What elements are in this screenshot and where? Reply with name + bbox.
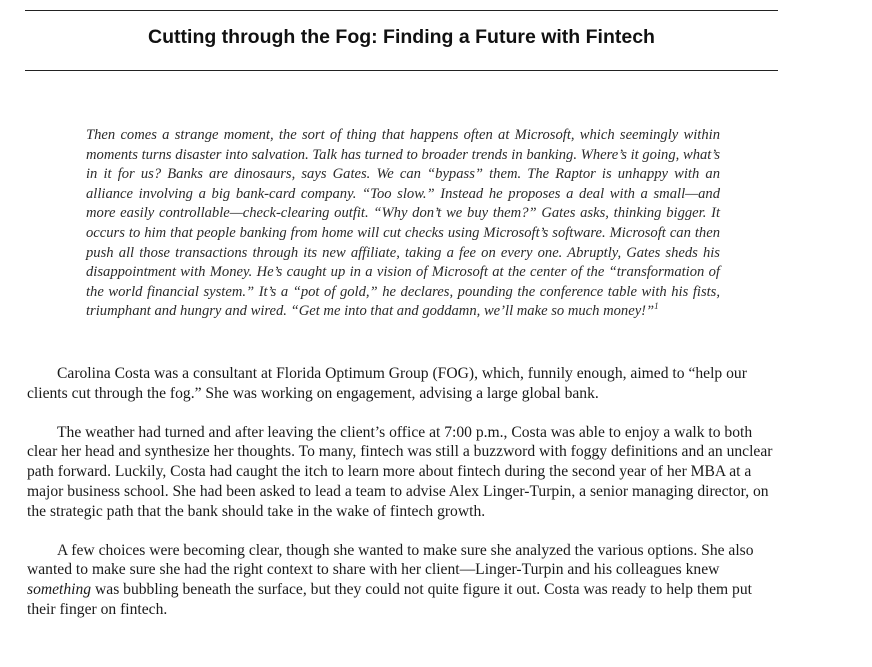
body-text <box>27 364 777 639</box>
epigraph-quote <box>86 126 720 322</box>
paragraph-2: The weather had turned and after leaving the client’s office at 7:00 p.m., Costa was able to enjoy a walk to both clear her head and synthesize her thoughts. To many, fintech was still a buzzword with foggy definitions and an unclear path forward. Luckily, Costa had caught the itch to learn more about fintech during the second year of her MBA at a major business school. She had been asked to lead a team to advise Alex Linger-Turpin, a senior managing director, on the strategic path that the bank should take in the wake of fintech growth. <box>27 423 773 520</box>
paragraph-1: Carolina Costa was a consultant at Florida Optimum Group (FOG), which, funnily enough, aimed to “help our clients cut through the fog.” She was working on engagement, advising a large global bank. <box>27 365 747 402</box>
paragraph-3-text-end: was bubbling beneath the surface, but they could not quite figure it out. Costa was ready to help them put their finger on fintech. <box>27 581 752 618</box>
page-title: Cutting through the Fog: Finding a Future with Fintech <box>148 26 655 48</box>
paragraph-3-text-start: A few choices were becoming clear, though she wanted to make sure she analyzed the various options. She also wanted to make sure she had the right context to share with her client—Linger-Turpin and his colleagues knew <box>27 541 754 579</box>
epigraph-text: Then comes a strange moment, the sort of thing that happens often at Microsoft, which seemingly within moments turns disaster into salvation. Talk has turned to broader trends in banking. Where’s it going, what’s in it for us? Banks are dinosaurs, says Gates. We can “bypass” them. The Raptor is unhappy with an alliance involving a big bank-card company. “Too slow.” Instead he proposes a deal with a small—and more easily controllable—check-clearing outfit. “Why don’t we buy them?” Gates asks, thinking bigger. It occurs to him that people banking from home will cut checks using Microsoft’s software. Microsoft can then push all those transactions through its new affiliate, taking a fee on every one. Abruptly, Gates sheds his disappointment with Money. He’s caught up in a vision of Microsoft at the center of the “transformation of the world financial system.” It’s a “pot of gold,” he declares, pounding the conference table with his fists, triumphant and hungry and wired. “Get me into that and goddamn, we’ll make so much money!” <box>86 127 720 320</box>
title-bottom-rule <box>25 70 778 71</box>
paragraph-3-emphasis: something <box>27 581 92 599</box>
paragraph-3 <box>27 541 777 620</box>
footnote-marker: 1 <box>654 301 659 312</box>
top-rule <box>25 10 778 11</box>
